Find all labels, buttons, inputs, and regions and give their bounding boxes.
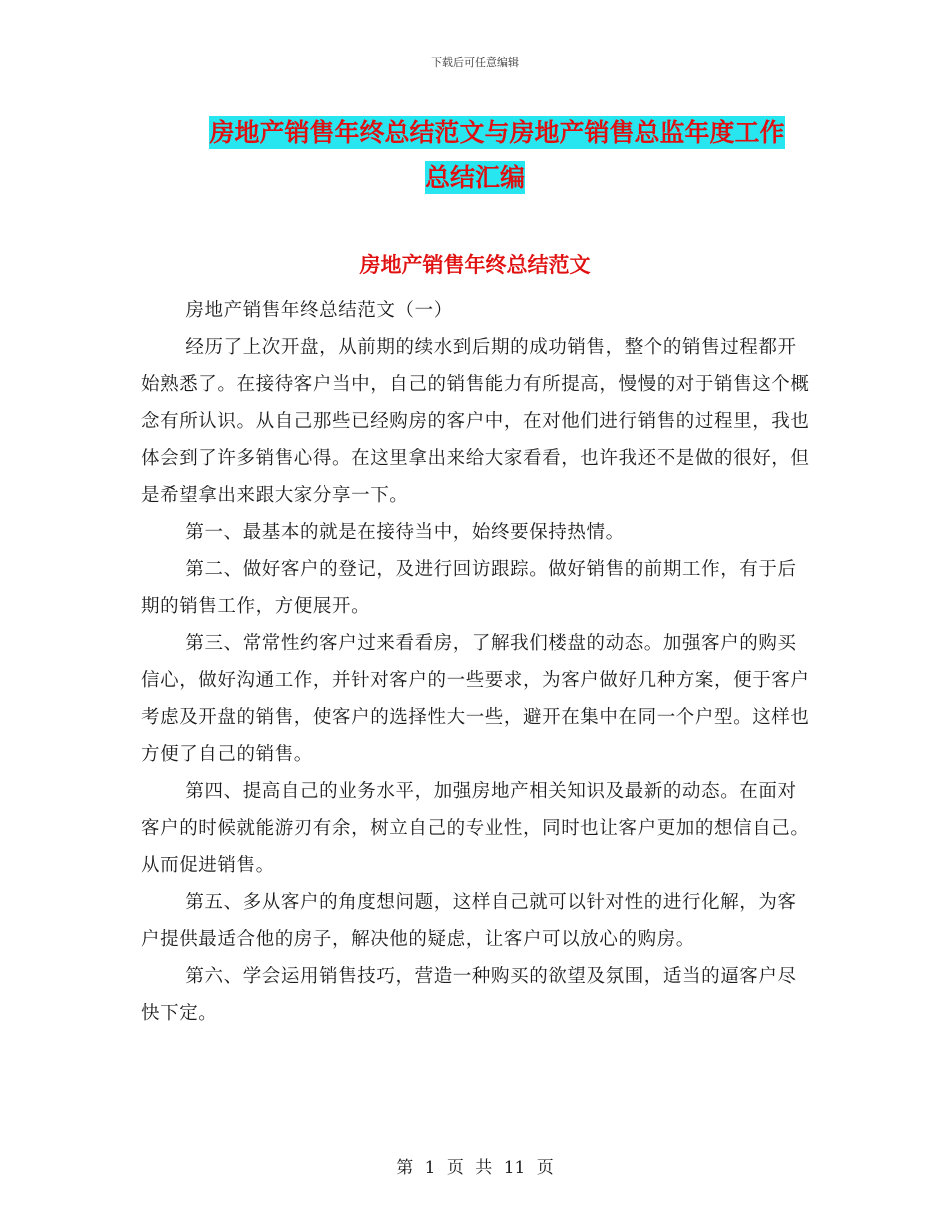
section-heading: 房地产销售年终总结范文 — [359, 253, 591, 277]
paragraph-point-4: 第四、提高自己的业务水平，加强房地产相关知识及最新的动态。在面对客户的时候就能游刃有余，树立自己的专业性，同时也让客户更加的想信自己。从而促进销售。 — [141, 781, 810, 876]
page-number-footer: 第 1 页 共 11 页 — [396, 1158, 554, 1178]
document-title-line-1 — [22, 113, 950, 149]
paragraph-point-1: 第一、最基本的就是在接待当中，始终要保持热情。 — [185, 522, 625, 543]
paragraph-intro-heading: 房地产销售年终总结范文（一） — [185, 300, 453, 321]
paragraph-point-6: 第六、学会运用销售技巧，营造一种购买的欲望及氛围，适当的逼客户尽快下定。 — [141, 966, 797, 1024]
body-text — [141, 292, 811, 1032]
document-title-text-1: 房地产销售年终总结范文与房地产销售总监年度工作 — [209, 118, 785, 147]
header-note: 下载后可任意编辑 — [431, 56, 519, 69]
paragraph-point-2: 第二、做好客户的登记，及进行回访跟踪。做好销售的前期工作，有于后期的销售工作，方便展开。 — [141, 559, 797, 617]
paragraph-point-3: 第三、常常性约客户过来看看房，了解我们楼盘的动态。加强客户的购买信心，做好沟通工作，并针对客户的一些要求，为客户做好几种方案，便于客户考虑及开盘的销售，使客户的选择性大一些，避开在集中在同一个户型。这样也方便了自己的销售。 — [141, 633, 810, 765]
document-title-text-2: 总结汇编 — [424, 163, 525, 192]
document-title-line-2 — [0, 158, 950, 194]
paragraph-point-5: 第五、多从客户的角度想问题，这样自己就可以针对性的进行化解，为客户提供最适合他的房子，解决他的疑虑，让客户可以放心的购房。 — [141, 892, 797, 950]
paragraph-intro: 经历了上次开盘，从前期的续水到后期的成功销售，整个的销售过程都开始熟悉了。在接待客户当中，自己的销售能力有所提高，慢慢的对于销售这个概念有所认识。从自己那些已经购房的客户中，在对他们进行销售的过程里，我也体会到了许多销售心得。在这里拿出来给大家看看，也许我还不是做的很好，但是希望拿出来跟大家分享一下。 — [141, 337, 810, 506]
